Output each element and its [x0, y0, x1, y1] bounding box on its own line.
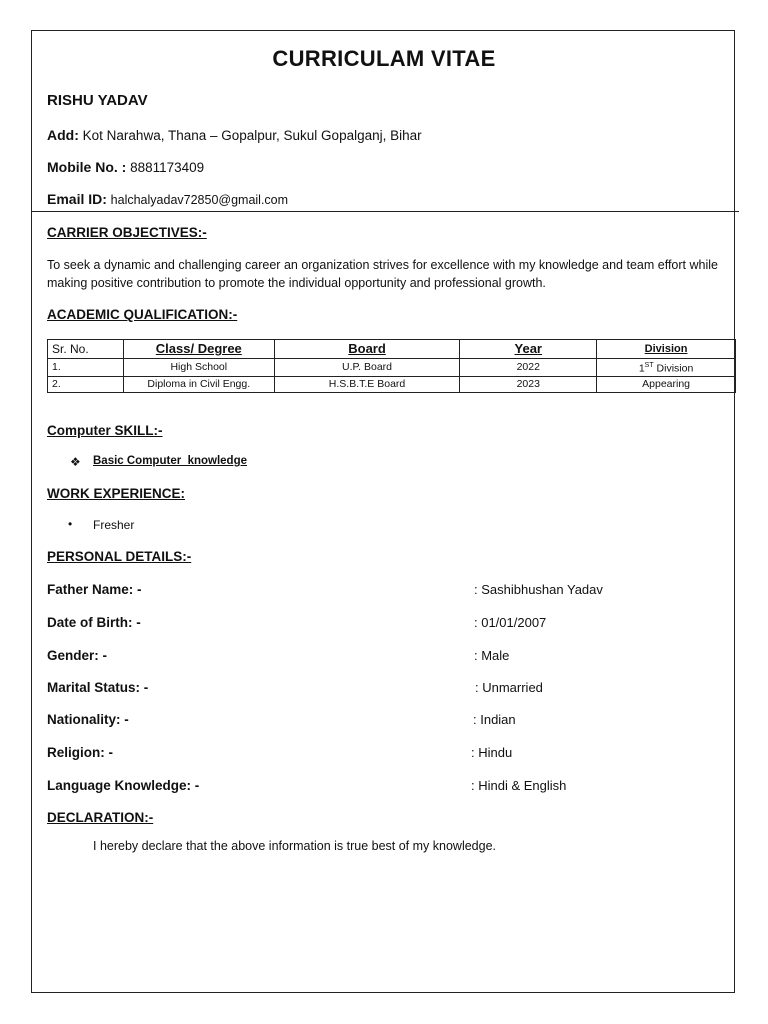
- address-label: Add:: [47, 127, 79, 143]
- dob-value: : 01/01/2007: [474, 615, 547, 630]
- table-row: [48, 376, 736, 392]
- mobile-label: Mobile No. :: [47, 159, 127, 175]
- header-sr-no: Sr. No.: [48, 340, 124, 359]
- header-divider: [31, 211, 739, 212]
- personal-details-heading: PERSONAL DETAILS:-: [47, 549, 192, 564]
- email-line: [47, 191, 288, 207]
- header-class-degree: Class/ Degree: [123, 340, 274, 359]
- cell-board: U.P. Board: [274, 359, 460, 377]
- gender-label: Gender: -: [47, 648, 108, 663]
- cell-sr-no: 2.: [48, 376, 124, 392]
- candidate-name: RISHU YADAV: [47, 92, 148, 109]
- address-line: [47, 127, 422, 143]
- declaration-text: I hereby declare that the above information is true best of my knowledge.: [93, 839, 497, 853]
- header-year: Year: [460, 340, 597, 359]
- dot-bullet-icon: •: [68, 517, 73, 531]
- cell-year: 2022: [460, 359, 597, 377]
- cell-class-degree: High School: [123, 359, 274, 377]
- table-row: [48, 359, 736, 377]
- header-board: Board: [274, 340, 460, 359]
- marital-status-value: : Unmarried: [475, 680, 543, 695]
- cell-division: Appearing: [597, 376, 736, 392]
- computer-skill-item: Basic Computer knowledge: [93, 455, 248, 467]
- header-division: Division: [597, 340, 736, 359]
- gender-value: : Male: [474, 648, 510, 663]
- dob-label: Date of Birth: -: [47, 615, 141, 630]
- cell-board: H.S.B.T.E Board: [274, 376, 460, 392]
- table-header-row: [48, 340, 736, 359]
- objectives-heading: CARRIER OBJECTIVES:-: [47, 225, 207, 240]
- email-value: halchalyadav72850@gmail.com: [110, 193, 289, 207]
- computer-skill-heading: Computer SKILL:-: [47, 423, 163, 438]
- nationality-label: Nationality: -: [47, 712, 129, 727]
- language-value: : Hindi & English: [471, 778, 567, 793]
- cell-class-degree: Diploma in Civil Engg.: [123, 376, 274, 392]
- father-name-value: : Sashibhushan Yadav: [474, 582, 603, 597]
- marital-status-label: Marital Status: -: [47, 680, 149, 695]
- academic-table: [47, 339, 736, 393]
- work-experience-heading: WORK EXPERIENCE:: [47, 486, 186, 501]
- document-title: CURRICULAM VITAE: [272, 46, 496, 71]
- address-value: Kot Narahwa, Thana – Gopalpur, Sukul Gopalganj, Bihar: [82, 128, 422, 143]
- cell-year: 2023: [460, 376, 597, 392]
- nationality-value: : Indian: [473, 712, 516, 727]
- cell-sr-no: 1.: [48, 359, 124, 377]
- religion-label: Religion: -: [47, 745, 113, 760]
- email-label: Email ID:: [47, 191, 107, 207]
- objectives-text: To seek a dynamic and challenging career an organization strives for excellence with my knowledge and team effort while making positive contribution to promote the individual opportunity and professional growth.: [47, 258, 718, 290]
- work-experience-item: Fresher: [93, 518, 135, 532]
- academic-heading: ACADEMIC QUALIFICATION:-: [47, 307, 238, 322]
- religion-value: : Hindu: [471, 745, 513, 760]
- declaration-heading: DECLARATION:-: [47, 810, 154, 825]
- language-label: Language Knowledge: -: [47, 778, 200, 793]
- mobile-value: 8881173409: [130, 160, 205, 175]
- mobile-line: [47, 159, 204, 175]
- cell-division: 1ST Division: [597, 359, 736, 377]
- father-name-label: Father Name: -: [47, 582, 142, 597]
- diamond-bullet-icon: ❖: [70, 455, 81, 469]
